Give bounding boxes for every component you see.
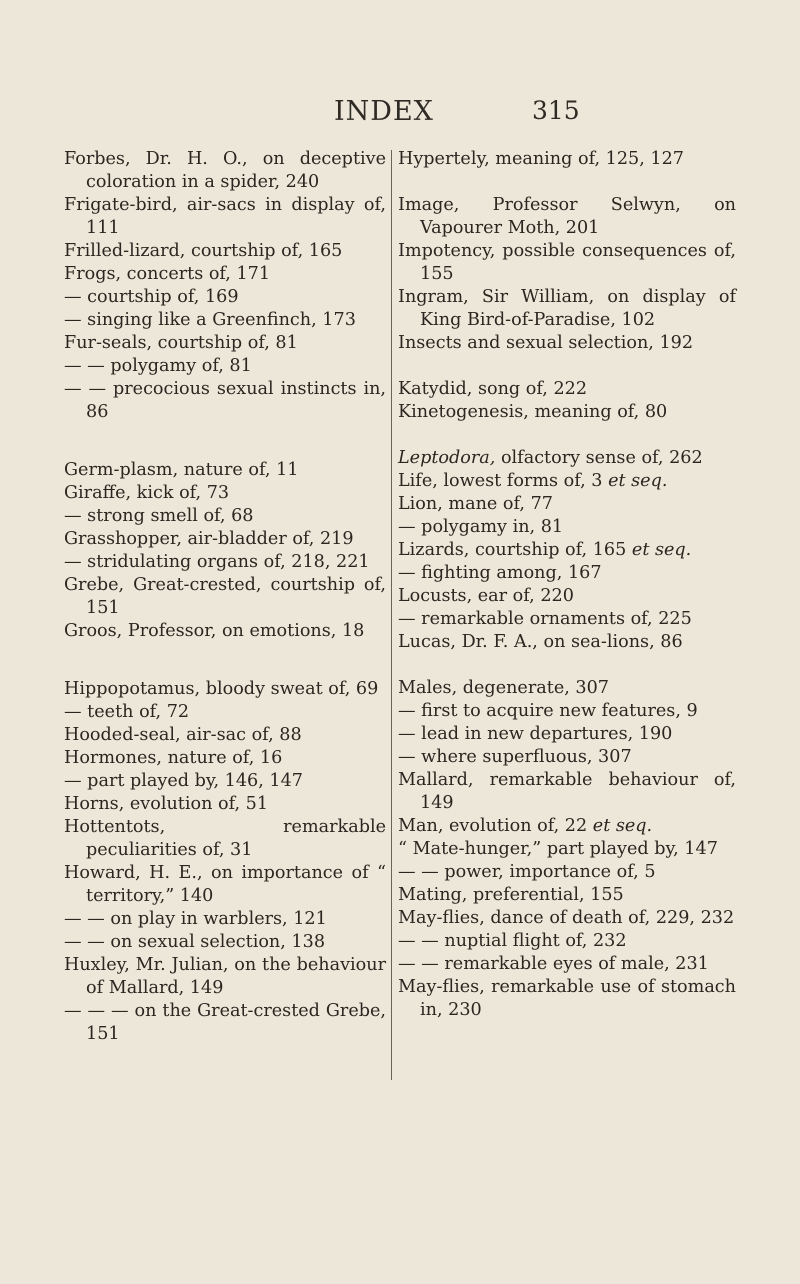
index-entry: — first to acquire new features, 9: [398, 701, 698, 721]
index-entry: Hormones, nature of, 16: [64, 748, 283, 768]
section-gap: [398, 355, 736, 378]
index-entry: Hypertely, meaning of, 125, 127: [398, 149, 685, 169]
index-entry: — — nuptial flight of, 232: [398, 931, 627, 951]
index-entry: Frilled-lizard, courtship of, 165: [64, 241, 343, 261]
index-entry: Katydid, song of, 222: [398, 379, 588, 399]
index-entry: Horns, evolution of, 51: [64, 794, 269, 814]
index-entry: Grebe, Great-crested, courtship of, 151: [64, 575, 386, 618]
section-gap: [398, 424, 736, 447]
index-entry: Image, Professor Selwyn, on Vapourer Moth, 201: [398, 195, 736, 238]
index-entry: [398, 470, 736, 493]
page-header: [0, 96, 800, 132]
index-entry: — — on sexual selection, 138: [64, 932, 326, 952]
index-entry: Howard, H. E., on importance of “ territory,” 140: [64, 863, 386, 906]
index-entry: Kinetogenesis, meaning of, 80: [398, 402, 668, 422]
index-entry: May-flies, dance of death of, 229, 232: [398, 908, 735, 928]
index-entry: Huxley, Mr. Julian, on the behaviour of Mallard, 149: [64, 955, 386, 998]
index-entry: Grasshopper, air-bladder of, 219: [64, 529, 354, 549]
index-entry: Mating, preferential, 155: [398, 885, 624, 905]
index-entry: — teeth of, 72: [64, 702, 190, 722]
index-entry: [398, 815, 736, 838]
section-gap: [64, 643, 386, 666]
index-entry: Giraffe, kick of, 73: [64, 483, 230, 503]
index-entry: — fighting among, 167: [398, 563, 602, 583]
index-entry: — — on play in warblers, 121: [64, 909, 327, 929]
index-entry: May-flies, remarkable use of stomach in, 230: [398, 977, 736, 1020]
index-column-left: [64, 148, 386, 1046]
index-entry: Forbes, Dr. H. O., on deceptive coloration in a spider, 240: [64, 149, 386, 192]
section-gap: [398, 654, 736, 677]
section-gap: [64, 666, 386, 678]
index-entry: Ingram, Sir William, on display of King Bird-of-Paradise, 102: [398, 287, 736, 330]
italic-term: Leptodora,: [398, 448, 496, 468]
section-gap: [64, 424, 386, 447]
index-entry: — where superfluous, 307: [398, 747, 632, 767]
index-entry: [398, 539, 736, 562]
index-entry: Hippopotamus, bloody sweat of, 69: [64, 679, 379, 699]
index-entry: — stridulating organs of, 218, 221: [64, 552, 370, 572]
index-entry: Frigate-bird, air-sacs in display of, 111: [64, 195, 386, 238]
index-entry: [398, 447, 736, 470]
index-entry: — — power, importance of, 5: [398, 862, 656, 882]
index-entry: Hottentots, remarkable peculiarities of, 31: [64, 817, 386, 860]
index-entry: Fur-seals, courtship of, 81: [64, 333, 298, 353]
index-entry: — lead in new departures, 190: [398, 724, 673, 744]
index-column-right: [398, 148, 736, 1022]
index-entry: — courtship of, 169: [64, 287, 239, 307]
page-number: 315: [532, 96, 580, 125]
index-entry: — strong smell of, 68: [64, 506, 254, 526]
italic-term: et seq.: [631, 540, 692, 560]
italic-term: et seq.: [608, 471, 668, 491]
index-entry: — polygamy in, 81: [398, 517, 564, 537]
index-entry: “ Mate-hunger,” part played by, 147: [398, 839, 718, 859]
entry-text: Life, lowest forms of, 3: [398, 471, 603, 491]
entry-text: Lizards, courtship of, 165: [398, 540, 627, 560]
index-entry: — part played by, 146, 147: [64, 771, 303, 791]
index-entry: Hooded-seal, air-sac of, 88: [64, 725, 302, 745]
entry-text: Man, evolution of, 22: [398, 816, 588, 836]
index-entry: Impotency, possible consequences of, 155: [398, 241, 736, 284]
index-entry: — — — on the Great-crested Grebe, 151: [64, 1001, 386, 1044]
italic-term: et seq.: [592, 816, 653, 836]
index-entry: Insects and sexual selection, 192: [398, 333, 694, 353]
index-entry: — — polygamy of, 81: [64, 356, 252, 376]
index-entry: Lion, mane of, 77: [398, 494, 553, 514]
index-entry: Locusts, ear of, 220: [398, 586, 574, 606]
index-entry: Frogs, concerts of, 171: [64, 264, 271, 284]
index-entry: — remarkable ornaments of, 225: [398, 609, 692, 629]
index-entry: — — remarkable eyes of male, 231: [398, 954, 709, 974]
column-divider: [391, 150, 392, 1080]
index-entry: — singing like a Greenfinch, 173: [64, 310, 356, 330]
index-entry: Groos, Professor, on emotions, 18: [64, 621, 365, 641]
index-entry: Mallard, remarkable behaviour of, 149: [398, 770, 736, 813]
section-gap: [398, 171, 736, 194]
index-entry: Lucas, Dr. F. A., on sea-lions, 86: [398, 632, 683, 652]
index-entry: — — precocious sexual instincts in, 86: [64, 379, 386, 422]
index-entry: Males, degenerate, 307: [398, 678, 609, 698]
section-gap: [64, 447, 386, 459]
page-title: INDEX: [334, 96, 434, 127]
entry-text: olfactory sense of, 262: [495, 448, 703, 468]
index-entry: Germ-plasm, nature of, 11: [64, 460, 299, 480]
